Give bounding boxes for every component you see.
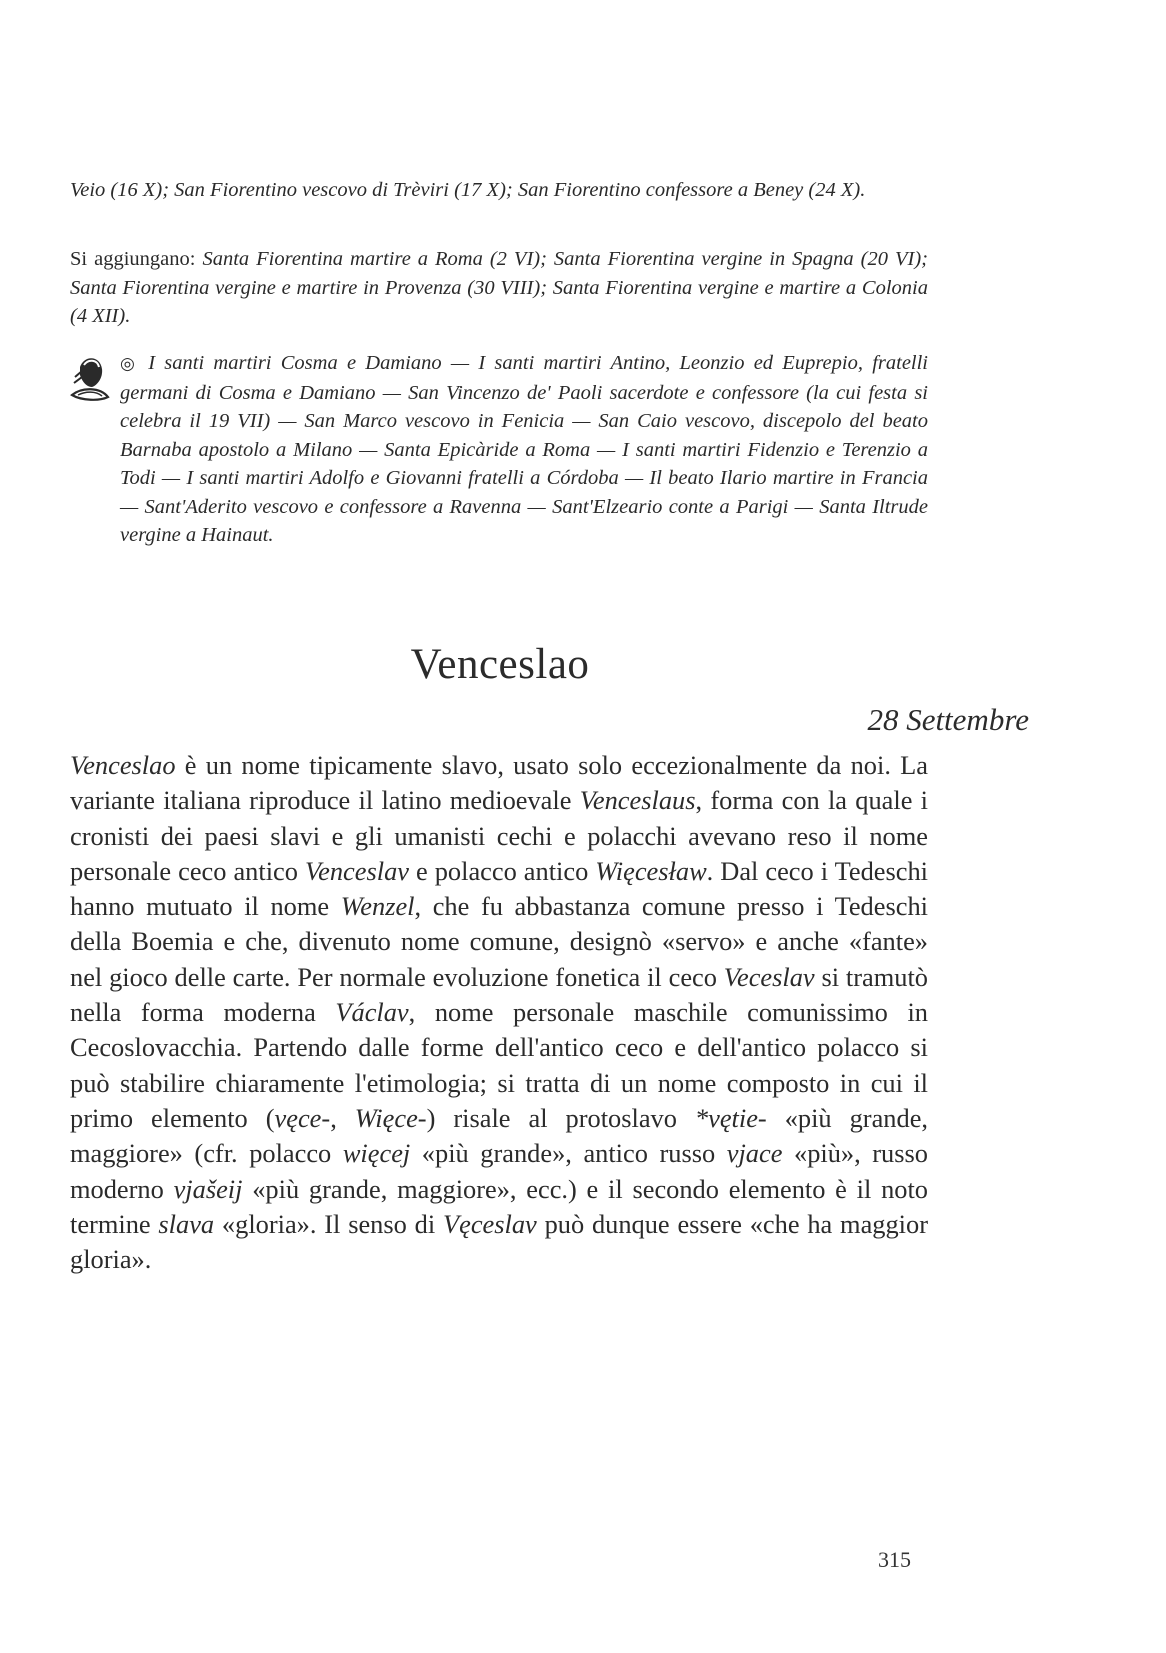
saints-paragraph xyxy=(70,349,928,550)
body-text: ) risale al protoslavo xyxy=(426,1102,695,1133)
body-text: «gloria». Il senso di xyxy=(214,1208,443,1239)
body-text: . Dal ceco i Tedeschi hanno mutuato il nome xyxy=(70,855,928,922)
body-text: «più», russo moderno xyxy=(70,1138,928,1204)
body-text: , forma con la quale i cronisti dei paesi slavi e gli umanisti cechi e polacchi avevano reso il nome personale ceco antico xyxy=(70,785,928,886)
body-text: , nome personale maschile comunissimo in Cecoslovacchia. Partendo dalle forme dell'antico ceco e dell'antico polacco si può stabilire chiaramente l'etimologia; si tratta di un nome composto in cui il primo elemento ( xyxy=(70,997,928,1133)
term: vęce- xyxy=(274,1102,331,1133)
body-text: è un nome tipicamente slavo, usato solo eccezionalmente da noi. La variante italiana riproduce il latino medioevale xyxy=(70,750,928,816)
term: Václav xyxy=(335,997,409,1028)
term: Wenzel xyxy=(340,891,415,922)
term: Vęceslav xyxy=(442,1208,537,1239)
term: *vętie- xyxy=(694,1102,767,1133)
body-text: «più grande, maggiore», ecc.) e il secondo elemento è il noto termine xyxy=(70,1173,928,1239)
term: Venceslao xyxy=(70,750,176,780)
term: slava xyxy=(158,1208,215,1239)
entry-title: Venceslao xyxy=(410,641,590,688)
body-text: può dunque essere «che ha maggior gloria». xyxy=(70,1208,928,1275)
term: Venceslav xyxy=(304,855,409,886)
body-text: , che fu abbastanza comune presso i Tedeschi della Boemia e che, divenuto nome comune, designò «servo» e anche «fante» nel gioco delle carte. Per normale evoluzione fonetica il ceco xyxy=(70,891,928,992)
aggiungano-lead: Si aggiungano: xyxy=(70,248,196,270)
term: vjace xyxy=(726,1138,783,1169)
entry-body xyxy=(70,748,928,1277)
circle-mark-icon: ◎ xyxy=(120,354,139,374)
body-text: «più grande», antico russo xyxy=(410,1138,727,1169)
tonsured-saint-head-icon xyxy=(70,351,110,403)
body-text: e polacco antico xyxy=(409,855,596,886)
page-number: 315 xyxy=(878,1547,911,1572)
body-text: si tramutò nella forma moderna xyxy=(70,961,928,1028)
continuation-paragraph: Veio (16 X); San Fiorentino vescovo di Trèviri (17 X); San Fiorentino confessore a Beney (24 X). xyxy=(70,179,866,201)
body-text: «più grande, maggiore» (cfr. polacco xyxy=(70,1102,929,1169)
term: vjašeij xyxy=(173,1173,243,1204)
aggiungano-list: Santa Fiorentina martire a Roma (2 VI); Santa Fiorentina vergine in Spagna (20 VI); Santa Fiorentina vergine e martire in Provenza (30 VIII); Santa Fiorentina vergine e martire a Colonia (4 XII). xyxy=(70,248,929,327)
entry-date: 28 Settembre xyxy=(867,702,1029,737)
term: Więcesław xyxy=(595,855,707,886)
term: Venceslaus xyxy=(579,785,696,816)
additional-saints-paragraph xyxy=(70,245,928,331)
term: więcej xyxy=(342,1138,411,1169)
saints-list: I santi martiri Cosma e Damiano — I santi martiri Antino, Leonzio ed Euprepio, fratelli germani di Cosma e Damiano — San Vincenzo de' Paoli sacerdote e confessore (la cui festa si celebra il 19 VII) — San Marco vescovo in Fenicia — San Caio vescovo, discepolo del beato Barnaba apostolo a Milano — Santa Epicàride a Roma — I santi martiri Fidenzio e Terenzio a Todi — I santi martiri Adolfo e Giovanni fratelli a Córdoba — Il beato Ilario martire in Francia — Sant'Aderito vescovo e confessore a Ravenna — Sant'Elzeario conte a Parigi — Santa Iltrude vergine a Hainaut. xyxy=(120,352,929,546)
term: Więce- xyxy=(354,1102,427,1133)
saints-of-the-day-block xyxy=(70,349,928,550)
body-text: , xyxy=(330,1102,355,1133)
term: Veceslav xyxy=(723,961,815,992)
